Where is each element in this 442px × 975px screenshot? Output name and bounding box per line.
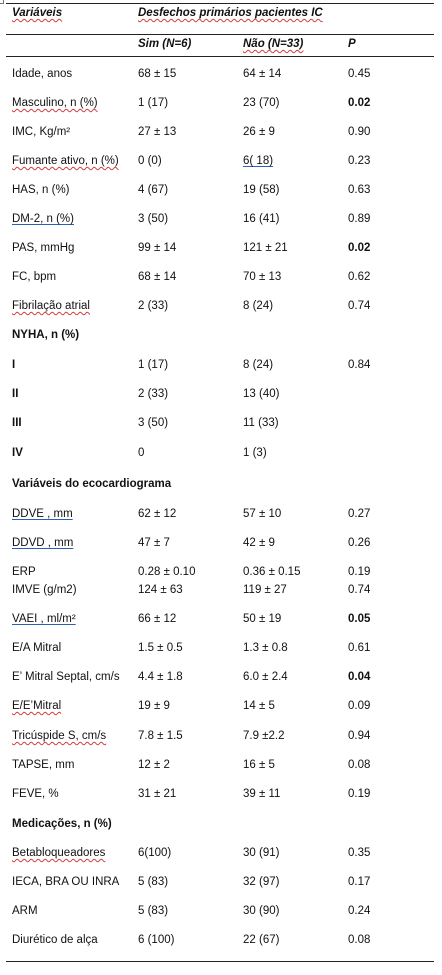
cell-p-value: 0.19	[348, 788, 371, 800]
row-label: II	[12, 388, 19, 400]
cell-sim-value: 5 (83)	[138, 876, 169, 888]
cell-sim-value: 99 ± 14	[138, 242, 177, 254]
row-label: III	[12, 417, 22, 429]
row-label: Diurético de alça	[12, 934, 98, 946]
cell-p-value: 0.45	[348, 68, 371, 80]
header-no-column: Não (N=33)	[243, 38, 304, 50]
header-yes-column: Sim (N=6)	[138, 38, 192, 50]
cell-nao-value: 0.36 ± 0.15	[243, 566, 301, 578]
cell-sim-value: 1.5 ± 0.5	[138, 642, 183, 654]
cell-nao-value: 50 ± 19	[243, 613, 282, 625]
row-label: DM-2, n (%)	[12, 213, 74, 225]
cell-p-value: 0.26	[348, 537, 371, 549]
row-label: DDVE , mm	[12, 508, 73, 520]
page-corner-mark	[0, 0, 4, 4]
cell-sim-value: 0	[138, 447, 145, 459]
cell-nao-value: 19 (58)	[243, 184, 280, 196]
cell-p-value: 0.08	[348, 759, 371, 771]
cell-nao-value: 119 ± 27	[243, 584, 287, 596]
cell-nao-value: 42 ± 9	[243, 537, 275, 549]
cell-p-value: 0.94	[348, 730, 371, 742]
cell-p-value: 0.08	[348, 934, 371, 946]
cell-sim-value: 3 (50)	[138, 213, 169, 225]
row-label: E/A Mitral	[12, 642, 62, 654]
row-label: FEVE, %	[12, 788, 59, 800]
cell-p-value: 0.19	[348, 566, 371, 578]
cell-p-value: 0.05	[348, 613, 371, 625]
cell-sim-value: 5 (83)	[138, 905, 169, 917]
cell-p-value: 0.63	[348, 184, 371, 196]
cell-nao-value: 13 (40)	[243, 388, 280, 400]
cell-sim-value: 0 (0)	[138, 155, 162, 167]
cell-nao-value: 22 (67)	[243, 934, 280, 946]
row-label: PAS, mmHg	[12, 242, 75, 254]
cell-sim-value: 68 ± 15	[138, 68, 177, 80]
cell-sim-value: 19 ± 9	[138, 700, 170, 712]
header-p-column: P	[348, 38, 356, 50]
row-label: E’ Mitral Septal, cm/s	[12, 671, 120, 683]
cell-sim-value: 4 (67)	[138, 184, 169, 196]
row-label: TAPSE, mm	[12, 759, 75, 771]
cell-p-value: 0.84	[348, 359, 371, 371]
header-outcome-group: Desfechos primários pacientes IC	[138, 7, 323, 19]
cell-sim-value: 12 ± 2	[138, 759, 170, 771]
cell-sim-value: 27 ± 13	[138, 126, 177, 138]
cell-p-value: 0.02	[348, 97, 371, 109]
cell-nao-value: 8 (24)	[243, 359, 274, 371]
header-divider-rule	[6, 34, 434, 35]
cell-nao-value: 11 (33)	[243, 417, 279, 429]
cell-nao-value: 14 ± 5	[243, 700, 275, 712]
cell-nao-value: 39 ± 11	[243, 788, 281, 800]
row-label: Tricúspide S, cm/s	[12, 730, 107, 742]
header-variables: Variáveis	[12, 7, 63, 19]
cell-p-value: 0.02	[348, 242, 371, 254]
cell-nao-value: 8 (24)	[243, 300, 274, 312]
cell-p-value: 0.62	[348, 271, 371, 283]
cell-p-value: 0.27	[348, 508, 371, 520]
row-label: VAEI , ml/m²	[12, 613, 76, 625]
row-label: HAS, n (%)	[12, 184, 70, 196]
row-label: ARM	[12, 905, 38, 917]
cell-sim-value: 68 ± 14	[138, 271, 177, 283]
cell-p-value: 0.61	[348, 642, 371, 654]
cell-nao-value: 6( 18)	[243, 155, 274, 167]
cell-sim-value: 124 ± 63	[138, 584, 183, 596]
row-label: IECA, BRA OU INRA	[12, 876, 120, 888]
cell-p-value: 0.23	[348, 155, 371, 167]
cell-sim-value: 7.8 ± 1.5	[138, 730, 183, 742]
row-label: Betabloqueadores	[12, 847, 106, 859]
header-bottom-rule	[6, 56, 434, 57]
cell-sim-value: 3 (50)	[138, 417, 169, 429]
cell-nao-value: 70 ± 13	[243, 271, 282, 283]
cell-sim-value: 1 (17)	[138, 359, 169, 371]
cell-p-value: 0.04	[348, 671, 371, 683]
cell-p-value: 0.90	[348, 126, 371, 138]
cell-nao-value: 26 ± 9	[243, 126, 275, 138]
cell-nao-value: 64 ± 14	[243, 68, 282, 80]
cell-sim-value: 62 ± 12	[138, 508, 177, 520]
row-label: FC, bpm	[12, 271, 57, 283]
cell-sim-value: 2 (33)	[138, 388, 169, 400]
cell-sim-value: 4.4 ± 1.8	[138, 671, 183, 683]
table-top-rule	[6, 3, 434, 4]
cell-nao-value: 16 (41)	[243, 213, 280, 225]
cell-nao-value: 57 ± 10	[243, 508, 282, 520]
row-label: Masculino, n (%)	[12, 97, 98, 109]
cell-sim-value: 66 ± 12	[138, 613, 177, 625]
cell-nao-value: 23 (70)	[243, 97, 280, 109]
cell-sim-value: 0.28 ± 0.10	[138, 566, 196, 578]
section-heading: NYHA, n (%)	[12, 329, 80, 341]
table-bottom-rule	[6, 961, 434, 962]
cell-p-value: 0.74	[348, 584, 371, 596]
row-label: ERP	[12, 566, 36, 578]
cell-nao-value: 16 ± 5	[243, 759, 275, 771]
cell-nao-value: 1 (3)	[243, 447, 267, 459]
row-label: Fumante ativo, n (%)	[12, 155, 119, 167]
row-label: Idade, anos	[12, 68, 73, 80]
cell-p-value: 0.24	[348, 905, 371, 917]
cell-sim-value: 6(100)	[138, 847, 172, 859]
cell-nao-value: 32 (97)	[243, 876, 280, 888]
row-label: I	[12, 359, 16, 371]
cell-sim-value: 1 (17)	[138, 97, 169, 109]
cell-p-value: 0.09	[348, 700, 371, 712]
cell-nao-value: 1.3 ± 0.8	[243, 642, 288, 654]
row-label: Fibrilação atrial	[12, 300, 90, 312]
row-label: E/E’Mitral	[12, 700, 62, 712]
cell-nao-value: 6.0 ± 2.4	[243, 671, 288, 683]
cell-p-value: 0.89	[348, 213, 371, 225]
row-label: IMC, Kg/m²	[12, 126, 71, 138]
cell-nao-value: 30 (90)	[243, 905, 280, 917]
row-label: IV	[12, 447, 23, 459]
row-label: DDVD , mm	[12, 537, 74, 549]
row-label: IMVE (g/m2)	[12, 584, 77, 596]
cell-sim-value: 31 ± 21	[138, 788, 177, 800]
cell-p-value: 0.35	[348, 847, 371, 859]
section-heading: Medicações, n (%)	[12, 818, 112, 830]
section-heading: Variáveis do ecocardiograma	[12, 478, 172, 490]
cell-sim-value: 6 (100)	[138, 934, 175, 946]
cell-nao-value: 7.9 ±2.2	[243, 730, 285, 742]
cell-sim-value: 2 (33)	[138, 300, 169, 312]
cell-sim-value: 47 ± 7	[138, 537, 170, 549]
cell-p-value: 0.17	[348, 876, 371, 888]
cell-nao-value: 30 (91)	[243, 847, 280, 859]
cell-nao-value: 121 ± 21	[243, 242, 288, 254]
cell-p-value: 0.74	[348, 300, 371, 312]
